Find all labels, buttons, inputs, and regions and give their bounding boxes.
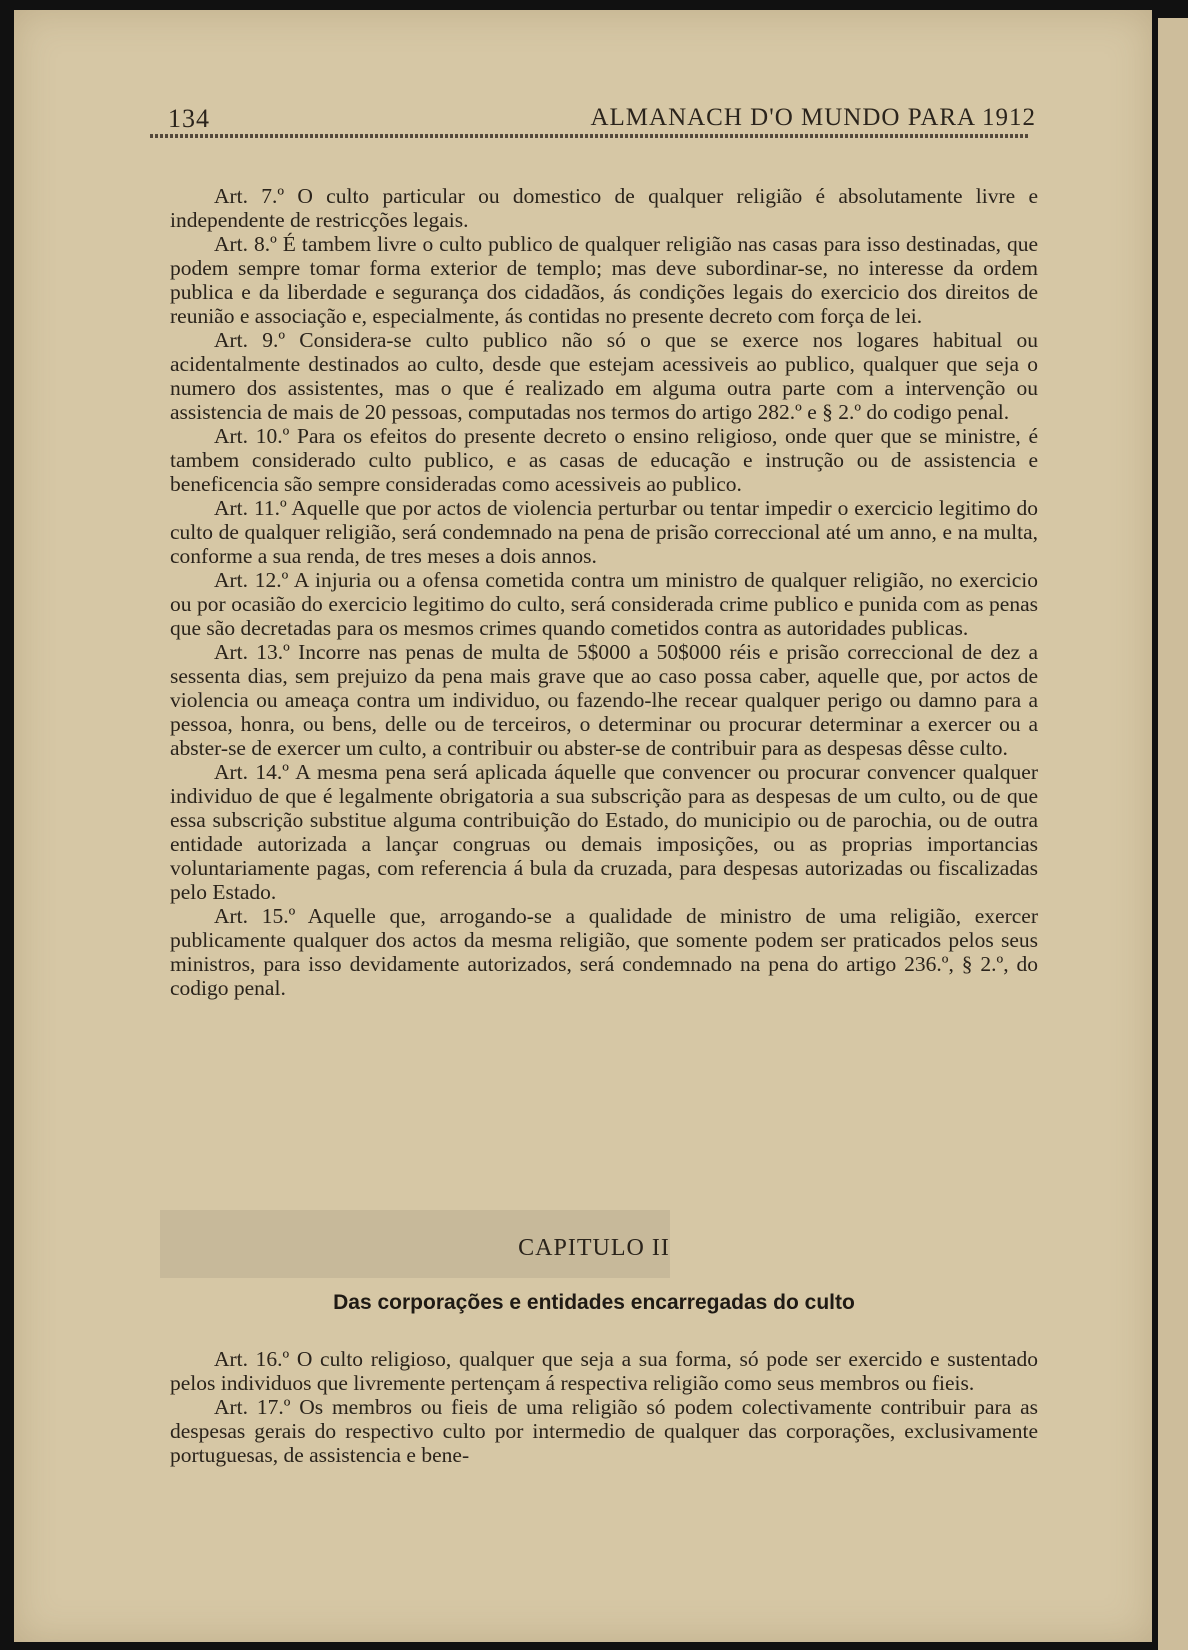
article-8: Art. 8.º É tambem livre o culto publico de qualquer religião nas casas para isso destinadas, que podem sempre tomar forma exterior de templo; mas deve subordinar-se, no interesse da ordem publica e da liberdade e segurança dos cidadãos, ás condições legais do exercicio dos direitos de reunião e associação e, especialmente, ás contidas no presente decreto com força de lei. bbox=[170, 232, 1038, 328]
article-13: Art. 13.º Incorre nas penas de multa de 5$000 a 50$000 réis e prisão correccional de dez a sessenta dias, sem prejuizo da pena mais grave que ao caso possa caber, aquelle que, por actos de violencia ou ameaça contra um individuo, ou fazendo-lhe recear qualquer perigo ou damno para a pessoa, honra, ou bens, delle ou de terceiros, o determinar ou procurar determinar a exercer ou a abster-se de exercer um culto, a contribuir ou abster-se de contribuir para as despesas dêsse culto. bbox=[170, 640, 1038, 760]
article-11: Art. 11.º Aquelle que por actos de violencia perturbar ou tentar impedir o exercicio legitimo do culto de qualquer religião, será condemnado na pena de prisão correccional até um anno, e na multa, conforme a sua renda, de tres meses a dois annos. bbox=[170, 496, 1038, 568]
chapter-subtitle: Das corporações e entidades encarregadas do culto bbox=[333, 1291, 855, 1314]
article-14: Art. 14.º A mesma pena será aplicada áquelle que convencer ou procurar convencer qualquer individuo de que é legalmente obrigatoria a sua subscrição para as despesas de um culto, ou de que essa subscrição substitue alguma contribuição do Estado, do municipio ou de parochia, ou de outra entidade autorizada a lançar congruas ou demais imposições, ou as proprias importancias voluntariamente pagas, com referencia á bula da cruzada, para despesas autorizadas ou fiscalizadas pelo Estado. bbox=[170, 760, 1038, 904]
chapter-title: CAPITULO II bbox=[518, 1235, 670, 1261]
article-15: Art. 15.º Aquelle que, arrogando-se a qualidade de ministro de uma religião, exercer publicamente qualquer dos actos da mesma religião, que somente podem ser praticados pelos seus ministros, para isso devidamente autorizados, será condemnado na pena do artigo 236.º, § 2.º, do codigo penal. bbox=[170, 904, 1038, 1000]
articles-section-1 bbox=[170, 184, 1038, 1000]
article-12: Art. 12.º A injuria ou a ofensa cometida contra um ministro de qualquer religião, no exercicio ou por ocasião do exercicio legitimo do culto, será considerada crime publico e punida com as penas que são decretadas para os mesmos crimes quando cometidos contra as autoridades publicas. bbox=[170, 568, 1038, 640]
article-16: Art. 16.º O culto religioso, qualquer que seja a sua forma, só pode ser exercido e sustentado pelos individuos que livremente pertençam á respectiva religião como seus membros ou fieis. bbox=[170, 1347, 1038, 1395]
article-7: Art. 7.º O culto particular ou domestico de qualquer religião é absolutamente livre e independente de restricções legais. bbox=[170, 184, 1038, 232]
running-title: ALMANACH D'O MUNDO PARA 1912 bbox=[590, 104, 1036, 131]
articles-section-2 bbox=[170, 1347, 1038, 1467]
header-rule bbox=[150, 134, 1030, 138]
article-17: Art. 17.º Os membros ou fieis de uma religião só podem colectivamente contribuir para as despesas gerais do respectivo culto por intermedio de qualquer das corporações, exclusivamente portuguesas, de assistencia e bene- bbox=[170, 1395, 1038, 1467]
page-header bbox=[168, 104, 1036, 144]
article-9: Art. 9.º Considera-se culto publico não só o que se exerce nos logares habitual ou acidentalmente destinados ao culto, desde que estejam acessiveis ao publico, qualquer que seja o numero dos assistentes, mas o que é realizado em alguma outra parte com a intervenção ou assistencia de mais de 20 pessoas, computadas nos termos do artigo 282.º e § 2.º do codigo penal. bbox=[170, 328, 1038, 424]
page-number: 134 bbox=[168, 104, 210, 133]
facing-page-edge bbox=[1158, 18, 1188, 1650]
article-10: Art. 10.º Para os efeitos do presente decreto o ensino religioso, onde quer que se ministre, é tambem considerado culto publico, e as casas de educação e instrução ou de assistencia e beneficencia são sempre consideradas como acessiveis ao publico. bbox=[170, 424, 1038, 496]
